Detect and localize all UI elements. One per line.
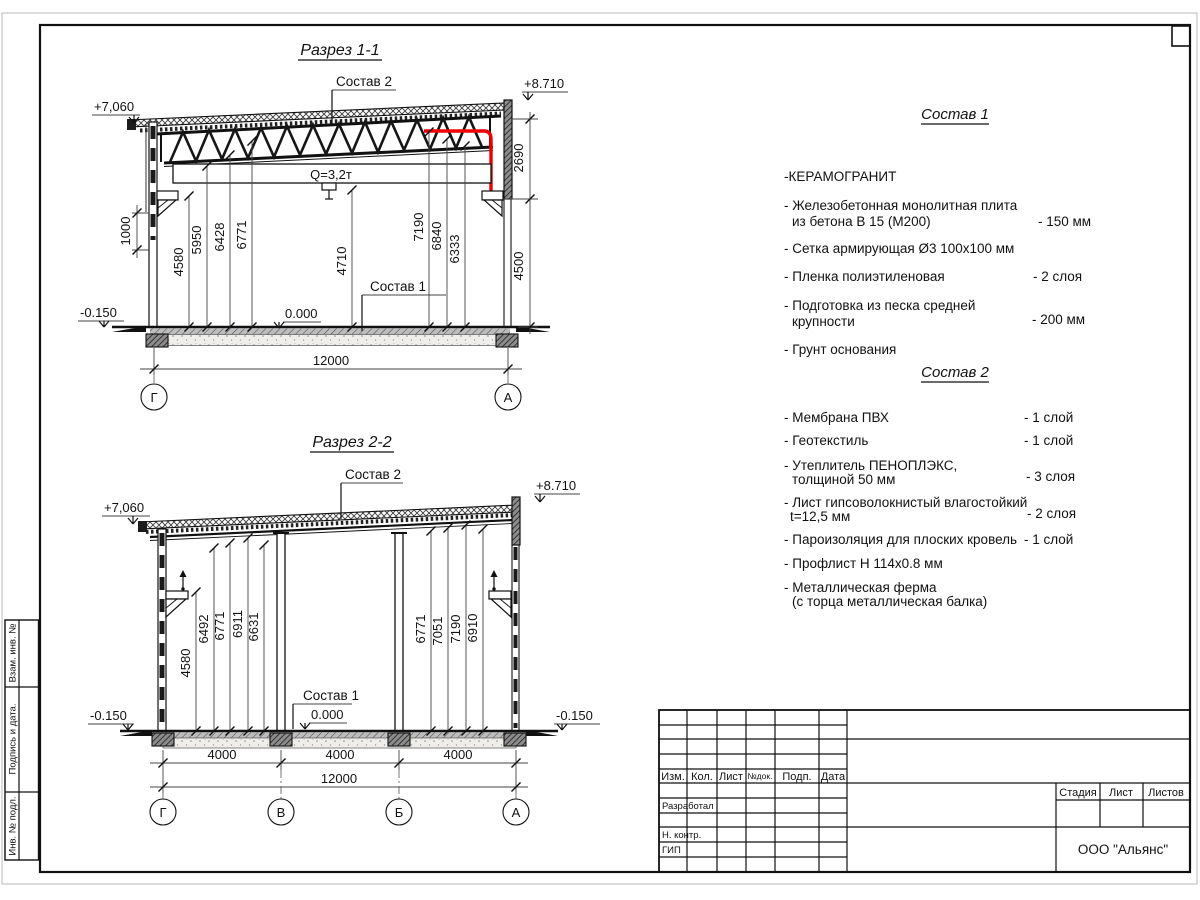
company-name: ООО "Альянс" bbox=[1077, 842, 1169, 857]
legend-item: -КЕРАМОГРАНИТ bbox=[784, 169, 897, 184]
legend-item-cont: (с торца металлическая балка) bbox=[792, 594, 988, 609]
bottom-dimension bbox=[140, 348, 522, 410]
sostav1-callout: Состав 1 bbox=[370, 279, 426, 294]
legend-item-qty: - 200 мм bbox=[1032, 312, 1086, 327]
tb-sheets-label: Листов bbox=[1148, 787, 1184, 799]
sostav1-callout: Состав 1 bbox=[303, 688, 359, 703]
tb-stage-label: Стадия bbox=[1059, 787, 1097, 799]
legend-item-qty: - 3 слоя bbox=[1026, 469, 1076, 484]
roof-slab bbox=[140, 505, 517, 529]
legend-item-cont: из бетона В 15 (М200) bbox=[792, 214, 931, 229]
sostav-leaders bbox=[293, 467, 403, 729]
vdim-label: 7190 bbox=[411, 212, 426, 242]
vdim-label: 6840 bbox=[429, 221, 444, 251]
floor-slab bbox=[120, 730, 558, 748]
vertical-dimensions-left bbox=[178, 534, 269, 736]
section1-title: Разрез 1-1 bbox=[300, 42, 380, 59]
vdim-label: 4580 bbox=[171, 247, 186, 277]
tb-gip-label: ГИП bbox=[662, 845, 681, 856]
legend-item-qty: - 1 слой bbox=[1024, 433, 1074, 448]
legend-item-qty: - 1 слой bbox=[1024, 532, 1074, 547]
stamp-vzam-inv-label: Взам. инв. № bbox=[7, 623, 19, 683]
left-bracket bbox=[166, 570, 188, 617]
crane-hook bbox=[322, 183, 336, 199]
right-parapet-wall bbox=[512, 497, 520, 731]
tb-izm-label: Изм. bbox=[661, 771, 685, 783]
vdim-label: 4710 bbox=[334, 246, 349, 276]
legend-item: - Сетка армирующая Ø3 100х100 мм bbox=[784, 241, 1015, 256]
left-stamp bbox=[5, 620, 39, 860]
vdim-label: 6911 bbox=[230, 610, 245, 638]
tb-podp-label: Подп. bbox=[782, 771, 812, 783]
left-wall bbox=[146, 122, 157, 327]
legend-item: - Грунт основания bbox=[784, 342, 897, 357]
crane-capacity-label: Q=3,2т bbox=[310, 167, 352, 182]
vdim-label: 5950 bbox=[189, 225, 204, 255]
sostav2-callout: Состав 2 bbox=[336, 74, 392, 89]
section-1-1 bbox=[78, 42, 568, 410]
axis-label: Г bbox=[159, 805, 167, 820]
vdim-label: 7051 bbox=[430, 616, 445, 646]
legend-item: - Утеплитель ПЕНОПЛЭКС, bbox=[784, 458, 958, 473]
legend-item: - Пароизоляция для плоских кровель bbox=[784, 532, 1018, 547]
legend-item-qty: - 2 слоя bbox=[1033, 269, 1083, 284]
vdim-label: 6631 bbox=[246, 612, 261, 642]
legend-item: - Пленка полиэтиленовая bbox=[784, 269, 945, 284]
legend-item: - Лист гипсоволокнистый влагостойкий bbox=[784, 495, 1028, 510]
composition-legend bbox=[784, 106, 1091, 609]
section-2-2 bbox=[88, 434, 600, 825]
vdim-label: 2690 bbox=[511, 143, 526, 173]
level-label: 0.000 bbox=[311, 707, 344, 722]
tb-list-label: Лист bbox=[719, 771, 743, 783]
vdim-label: 6428 bbox=[212, 222, 227, 252]
legend-item-qty: - 2 слоя bbox=[1027, 506, 1077, 521]
axis-label: В bbox=[276, 805, 286, 820]
legend-item: - Подготовка из песка средней bbox=[784, 298, 976, 313]
tb-data-label: Дата bbox=[820, 771, 846, 783]
total-dim-label: 12000 bbox=[312, 353, 350, 368]
corner-stamp-box bbox=[1172, 26, 1190, 46]
level-label: 0.000 bbox=[285, 306, 318, 321]
legend-item: - Профлист Н 114х0.8 мм bbox=[784, 556, 943, 571]
level-label: +7,060 bbox=[94, 99, 135, 114]
level-label: +8.710 bbox=[524, 76, 565, 91]
tb-ndok-label: №док. bbox=[747, 771, 773, 781]
level-label: +7,060 bbox=[104, 500, 145, 515]
vdim-label: 4500 bbox=[511, 251, 526, 281]
right-parapet-wall bbox=[504, 100, 512, 327]
legend-item-cont: крупности bbox=[792, 314, 855, 329]
level-label: -0.150 bbox=[90, 708, 127, 723]
sostav2-callout: Состав 2 bbox=[345, 467, 401, 482]
vertical-dimensions-right bbox=[413, 521, 488, 736]
legend-item-cont: толщиной 50 мм bbox=[792, 472, 896, 487]
legend-item: - Железобетонная монолитная плита bbox=[784, 198, 1018, 213]
legend-item: - Геотекстиль bbox=[784, 433, 869, 448]
section2-title: Разрез 2-2 bbox=[312, 434, 392, 451]
left-wall bbox=[158, 529, 166, 731]
tb-razrabotal-label: Разработал bbox=[662, 801, 714, 812]
floor-slab bbox=[112, 326, 550, 347]
bracket-dimension bbox=[118, 205, 149, 258]
tb-nkontr-label: Н. контр. bbox=[662, 830, 702, 841]
bay-dim-label: 4000 bbox=[207, 747, 237, 762]
legend-item: - Металлическая ферма bbox=[784, 580, 937, 595]
tb-kol-label: Кол. bbox=[691, 771, 713, 783]
title-block bbox=[659, 710, 1190, 872]
vdim-label: 1000 bbox=[118, 216, 133, 246]
tb-sheet-label: Лист bbox=[1109, 787, 1133, 799]
vdim-label: 6910 bbox=[465, 613, 480, 643]
legend1-heading: Состав 1 bbox=[921, 106, 989, 123]
vdim-label: 6492 bbox=[196, 614, 211, 644]
roof-edge-plate bbox=[138, 521, 147, 532]
vdim-label: 6771 bbox=[212, 611, 227, 641]
legend-item-qty: - 150 мм bbox=[1038, 214, 1092, 229]
vdim-label: 7190 bbox=[448, 614, 463, 644]
axis-label: А bbox=[511, 805, 521, 820]
column-axis-v bbox=[273, 533, 289, 731]
legend-item-cont: t=12,5 мм bbox=[790, 509, 851, 524]
axis-label: Г bbox=[150, 390, 158, 405]
sheet-frame bbox=[2, 13, 1197, 884]
stamp-inv-podl-label: Инв. № подл. bbox=[7, 796, 19, 856]
level-label: -0.150 bbox=[80, 305, 117, 320]
left-bracket bbox=[157, 191, 178, 216]
vdim-label: 4580 bbox=[178, 648, 193, 678]
level-label: +8.710 bbox=[536, 478, 577, 493]
axis-label: А bbox=[503, 390, 513, 405]
vdim-label: 6771 bbox=[413, 614, 428, 644]
right-bracket bbox=[489, 570, 511, 617]
bottom-dimensions bbox=[150, 747, 529, 825]
vdim-label: 6333 bbox=[447, 234, 462, 264]
bay-dim-label: 4000 bbox=[443, 747, 473, 762]
legend-item-qty: - 1 слой bbox=[1024, 410, 1074, 425]
legend-item: - Мембрана ПВХ bbox=[784, 410, 889, 425]
bay-dim-label: 4000 bbox=[325, 747, 355, 762]
vertical-dimensions bbox=[171, 128, 470, 332]
legend2-heading: Состав 2 bbox=[921, 364, 989, 381]
right-bracket bbox=[482, 191, 503, 216]
total-dim-label: 12000 bbox=[320, 771, 358, 786]
stamp-podpis-data-label: Подпись и дата. bbox=[7, 703, 19, 775]
column-axis-b bbox=[391, 533, 407, 731]
level-label: -0.150 bbox=[556, 708, 593, 723]
vdim-label: 6771 bbox=[234, 220, 249, 250]
axis-label: Б bbox=[394, 805, 404, 820]
